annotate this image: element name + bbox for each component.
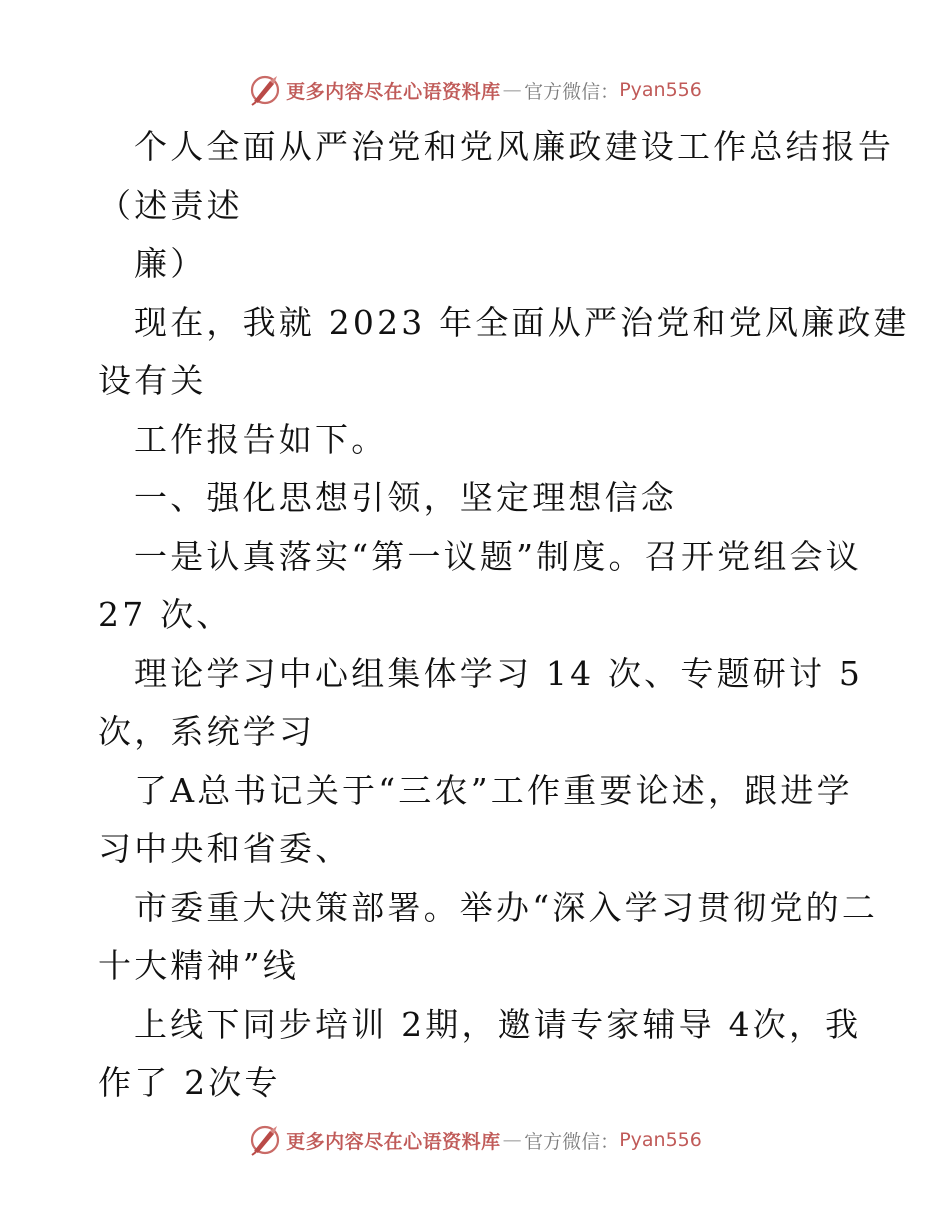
watermark-wechat-label: 官方微信： [524,1130,620,1153]
document-line: 市委重大决策部署。举办“深入学习贯彻党的二 [134,887,879,927]
watermark-wechat-label: 官方微信： [524,80,620,103]
quill-pen-logo-icon [248,1123,282,1157]
document-line: 廉） [134,244,207,283]
document-line: （述责述 [98,185,243,225]
document-line: 次，系统学习 [98,712,316,751]
watermark-separator: — [502,1129,523,1151]
document-line: 作了 2次专 [98,1063,281,1102]
document-line: 习中央和省委、 [98,829,352,868]
quill-pen-logo-icon [248,73,282,107]
document-line: 理论学习中心组集体学习 14 次、专题研讨 5 [134,653,864,693]
document-line: 一是认真落实“第一议题”制度。召开党组会议 [134,536,862,576]
document-line: 了A总书记关于“三农”工作重要论述，跟进学 [134,770,853,810]
document-line: 27 次、 [98,595,233,634]
document-line: 一、强化思想引领，坚定理想信念 [134,478,677,517]
document-line: 个人全面从严治党和党风廉政建设工作总结报告 [134,127,895,166]
watermark-wechat-id: Pyan556 [619,1129,702,1151]
watermark-wechat-id: Pyan556 [619,79,702,101]
document-line: 工作报告如下。 [134,419,388,459]
document-line: 上线下同步培训 2期，邀请专家辅导 4次，我 [134,1004,862,1044]
document-line: 十大精神”线 [98,946,300,985]
watermark-site-text: 更多内容尽在心语资料库 [286,1130,501,1153]
watermark-header [0,70,950,110]
document-body [98,118,910,1113]
document-line: 设有关 [98,361,207,400]
watermark-footer [0,1120,950,1160]
document-line: 现在，我就 2023 年全面从严治党和党风廉政建 [134,302,910,342]
watermark-separator: — [502,79,523,101]
watermark-site-text: 更多内容尽在心语资料库 [286,80,501,103]
